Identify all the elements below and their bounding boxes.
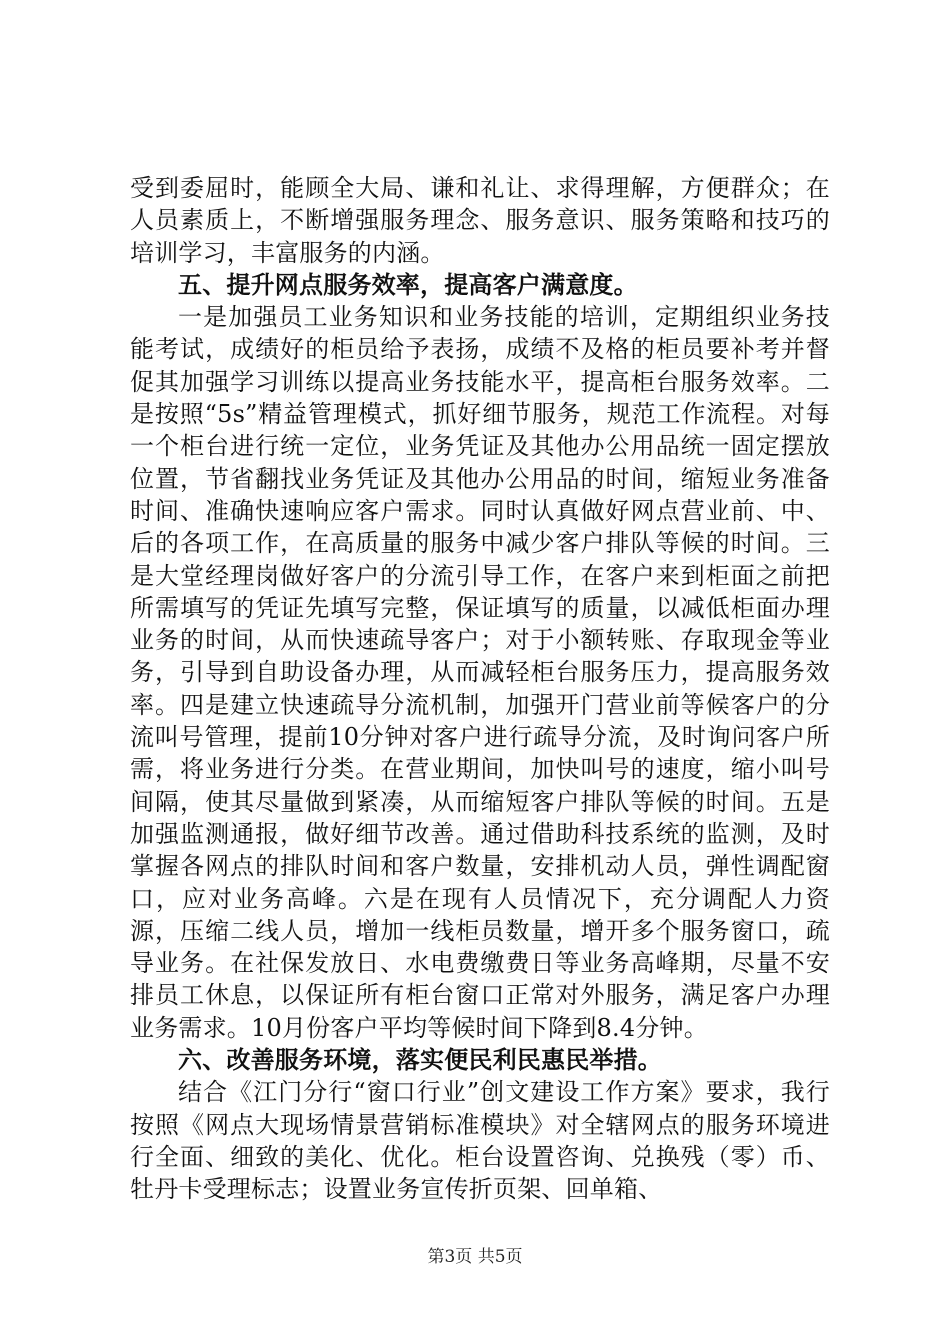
section-heading-six: 六、改善服务环境，落实便民利民惠民举措。 [178, 1045, 662, 1075]
page-footer: 第3页 共5页 [427, 1247, 523, 1267]
document-body [130, 172, 830, 1206]
paragraph-efficiency: 一是加强员工业务知识和业务技能的培训，定期组织业务技能考试，成绩好的柜员给予表扬，成绩不及格的柜员要补考并督促其加强学习训练以提高业务技能水平，提高柜台服务效率。二是按照“5s”精益管理模式，抓好细节服务，规范工作流程。对每一个柜台进行统一定位，业务凭证及其他办公用品统一固定摆放位置，节省翻找业务凭证及其他办公用品的时间，缩短业务准备时间、准确快速响应客户需求。同时认真做好网点营业前、中、后的各项工作，在高质量的服务中减少客户排队等候的时间。三是大堂经理岗做好客户的分流引导工作，在客户来到柜面之前把所需填写的凭证先填写完整，保证填写的质量，以减低柜面办理业务的时间，从而快速疏导客户；对于小额转账、存取现金等业务，引导到自助设备办理，从而减轻柜台服务压力，提高服务效率。四是建立快速疏导分流机制，加强开门营业前等候客户的分流叫号管理，提前10分钟对客户进行疏导分流，及时询问客户所需，将业务进行分类。在营业期间，加快叫号的速度，缩小叫号间隔，使其尽量做到紧凑，从而缩短客户排队等候的时间。五是加强监测通报，做好细节改善。通过借助科技系统的监测，及时掌握各网点的排队时间和客户数量，安排机动人员，弹性调配窗口，应对业务高峰。六是在现有人员情况下，充分调配人力资源，压缩二线人员，增加一线柜员数量，增开多个服务窗口，疏导业务。在社保发放日、水电费缴费日等业务高峰期，尽量不安排员工休息，以保证所有柜台窗口正常对外服务，满足客户办理业务需求。10月份客户平均等候时间下降到8.4分钟。 [130, 303, 830, 1042]
paragraph-environment: 结合《江门分行“窗口行业”创文建设工作方案》要求，我行按照《网点大现场情景营销标准模块》对全辖网点的服务环境进行全面、细致的美化、优化。柜台设置咨询、兑换残（零）币、牡丹卡受理标志；设置业务宣传折页架、回单箱、 [130, 1078, 830, 1204]
section-heading-five: 五、提升网点服务效率，提高客户满意度。 [178, 269, 638, 299]
paragraph-continuation: 受到委屈时，能顾全大局、谦和礼让、求得理解，方便群众；在人员素质上，不断增强服务理念、服务意识、服务策略和技巧的培训学习，丰富服务的内涵。 [130, 174, 830, 267]
